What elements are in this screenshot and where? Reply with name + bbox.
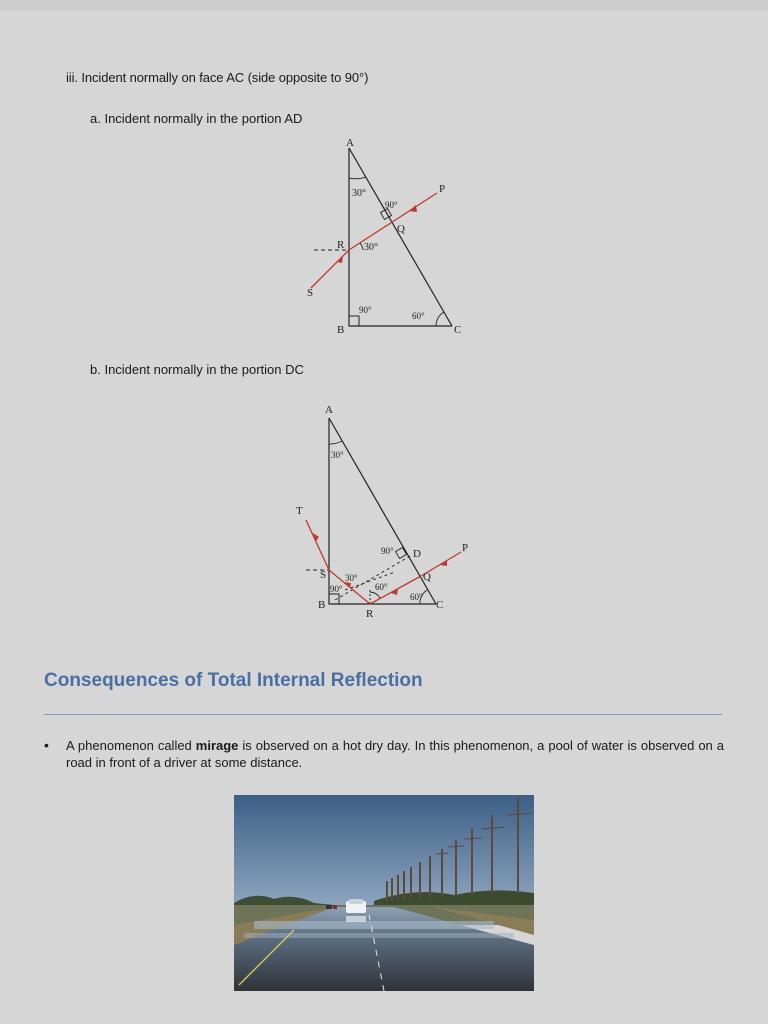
mirage-bullet-text bbox=[66, 737, 724, 771]
vertex-label-C: C bbox=[454, 324, 462, 336]
section-divider bbox=[44, 714, 722, 715]
section-title: Consequences of Total Internal Reflection bbox=[44, 670, 423, 691]
point-label-T: T bbox=[296, 505, 303, 517]
bullet-text-before: A phenomenon called bbox=[66, 738, 196, 753]
angle-label-D: 90° bbox=[381, 546, 394, 556]
angle-label-R: 60° bbox=[375, 582, 388, 592]
angle-label-C: 60° bbox=[412, 311, 425, 321]
vertex-label-B: B bbox=[318, 599, 326, 611]
case-subheading-b: b. Incident normally in the portion DC bbox=[90, 362, 304, 377]
point-label-S: S bbox=[307, 287, 314, 299]
point-label-R: R bbox=[337, 239, 345, 251]
vertex-label-A: A bbox=[346, 137, 354, 149]
angle-label-B: 90° bbox=[330, 584, 343, 594]
angle-label-A: 30° bbox=[331, 450, 344, 460]
vertex-label-B: B bbox=[337, 324, 345, 336]
angle-label-C: 60° bbox=[410, 592, 423, 602]
bullet-text-after: is observed on a hot dry day. In this phenomenon, a pool of water is observed on a road in front of a driver at some distance. bbox=[66, 738, 725, 770]
angle-label-R: 30° bbox=[364, 242, 378, 253]
angle-label-A: 30° bbox=[352, 188, 366, 199]
vertex-label-C: C bbox=[436, 599, 444, 611]
bullet-text-bold: mirage bbox=[195, 738, 239, 753]
point-label-D: D bbox=[413, 548, 421, 560]
case-heading-iii: iii. Incident normally on face AC (side opposite to 90°) bbox=[66, 70, 369, 85]
point-label-P: P bbox=[462, 542, 469, 554]
point-label-R: R bbox=[366, 608, 374, 620]
point-label-S: S bbox=[320, 569, 327, 581]
bullet-icon: • bbox=[44, 737, 49, 753]
point-label-Q: Q bbox=[423, 571, 431, 583]
vertex-label-A: A bbox=[325, 404, 333, 416]
point-label-P: P bbox=[439, 183, 446, 195]
case-subheading-a: a. Incident normally in the portion AD bbox=[90, 111, 303, 126]
angle-label-Q: 90° bbox=[385, 200, 398, 210]
angle-label-S: 30° bbox=[345, 573, 358, 583]
mirage-road-photo bbox=[234, 795, 534, 991]
point-label-Q: Q bbox=[397, 223, 405, 235]
angle-label-B: 90° bbox=[359, 305, 372, 315]
